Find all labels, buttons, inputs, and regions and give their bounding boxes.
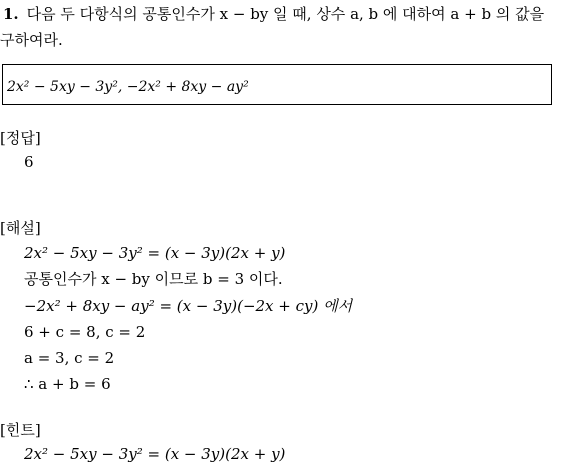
question-text-line-1: 다음 두 다항식의 공통인수가 x − by 일 때, 상수 a, b 에 대하여 a + b 의 값을: [26, 5, 545, 23]
question-line-1: [3, 4, 544, 24]
solution-line-6: ∴ a + b = 6: [24, 375, 111, 393]
solution-line-3: −2x² + 8xy − ay² = (x − 3y)(−2x + cy) 에서: [24, 297, 353, 315]
hint-label: [힌트]: [0, 421, 41, 439]
question-number: 1.: [3, 5, 19, 23]
answer-label: [정답]: [0, 129, 41, 147]
solution-label: [해설]: [0, 219, 41, 237]
question-line-2: 구하여라.: [0, 31, 63, 49]
solution-line-1: 2x² − 5xy − 3y² = (x − 3y)(2x + y): [24, 244, 286, 262]
solution-line-5: a = 3, c = 2: [24, 349, 115, 367]
hint-line-1: 2x² − 5xy − 3y² = (x − 3y)(2x + y): [24, 445, 286, 463]
solution-line-4: 6 + c = 8, c = 2: [24, 323, 146, 341]
answer-value: 6: [24, 153, 34, 171]
polynomial-expressions: 2x² − 5xy − 3y², −2x² + 8xy − ay²: [7, 79, 249, 95]
expression-box: [2, 64, 552, 105]
solution-line-2: 공통인수가 x − by 이므로 b = 3 이다.: [24, 270, 283, 288]
